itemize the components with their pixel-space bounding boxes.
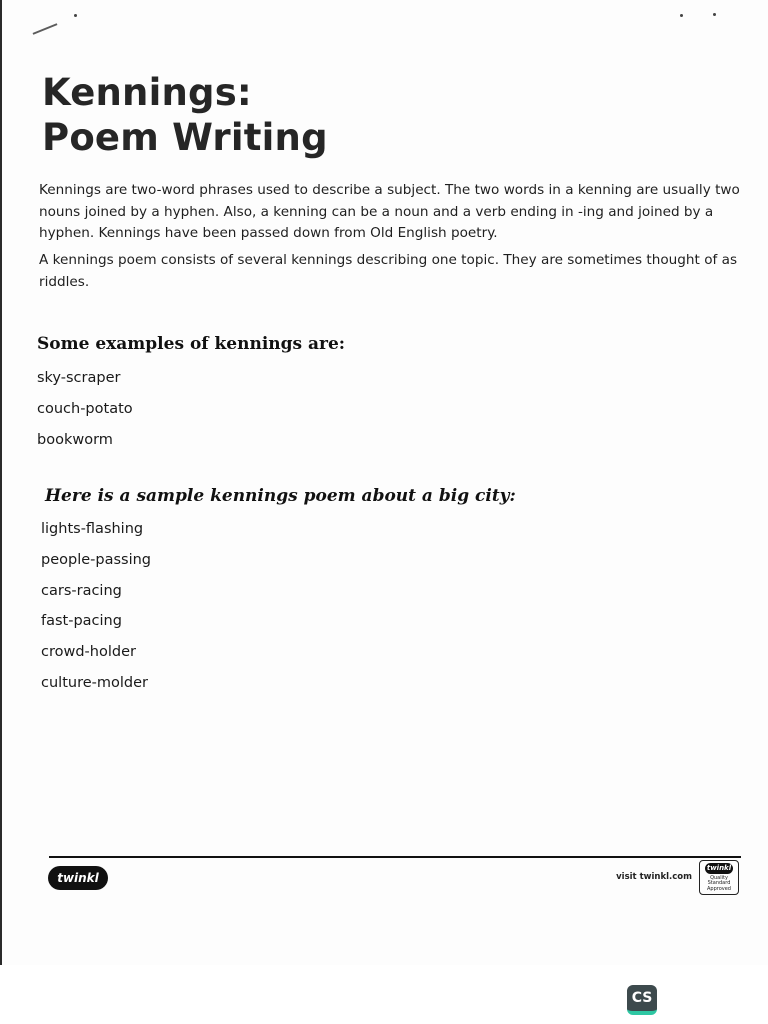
sample-heading: Here is a sample kennings poem about a big city:: [45, 486, 516, 506]
intro-paragraph-2: A kennings poem consists of several kennings describing one topic. They are sometimes thought of as riddles.: [39, 252, 738, 290]
examples-list: [37, 368, 133, 460]
camscanner-icon[interactable]: CS: [627, 985, 657, 1015]
intro-paragraph: Kennings are two-word phrases used to describe a subject. The two words in a kenning are usually two nouns joined by a hyphen. Also, a kenning can be a noun and a verb ending in -ing and joined by a hyphen. Kennings have been passed down from Old English poetry.: [39, 182, 740, 241]
title-line-2: Poem Writing: [42, 116, 328, 159]
title-line-1: Kennings:: [42, 71, 252, 114]
scan-dot: [713, 13, 716, 16]
examples-heading: Some examples of kennings are:: [37, 334, 346, 354]
scan-dot: [74, 14, 77, 17]
sample-poem-list: [41, 519, 151, 704]
list-item: couch-potato: [37, 400, 133, 417]
scan-mark: [33, 23, 58, 35]
list-item: sky-scraper: [37, 370, 121, 386]
list-item: crowd-holder: [41, 644, 136, 661]
list-item: culture-molder: [41, 674, 148, 691]
page-title: [42, 70, 328, 160]
list-item: people-passing: [41, 551, 152, 568]
footer-divider: [49, 856, 741, 858]
badge-text: Quality Standard Approved: [707, 875, 731, 892]
twinkl-logo: twinkl: [48, 866, 108, 890]
list-item: fast-pacing: [41, 613, 122, 630]
list-item: cars-racing: [41, 582, 122, 599]
scan-dot: [680, 14, 683, 17]
badge-brand: twinkl: [706, 864, 732, 872]
quality-badge: [699, 860, 739, 895]
list-item: lights-flashing: [41, 521, 144, 537]
list-item: bookworm: [37, 431, 113, 448]
footer-site-link: visit twinkl.com: [616, 872, 692, 882]
